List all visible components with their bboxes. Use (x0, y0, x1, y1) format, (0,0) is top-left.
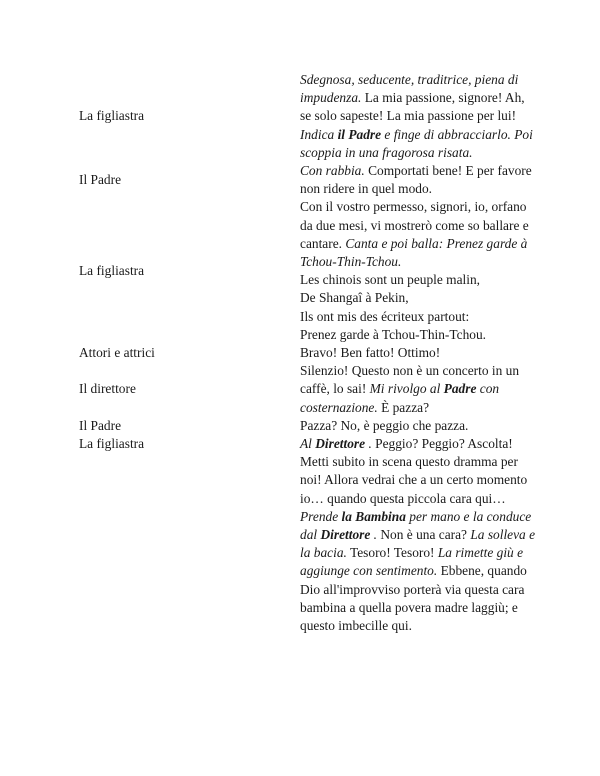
text-segment: La solleva e la bacia. (300, 527, 536, 561)
text-segment: Al (300, 436, 316, 452)
speaker-name: La figliastra (79, 263, 145, 279)
text-segment: Peggio? Peggio? Ascolta! Metti subito in scena questo dramma per noi! Allora vedrai che a un certo momento io… quando questa piccola cara qui… (300, 436, 528, 506)
text-segment: Con rabbia. (300, 163, 365, 179)
dialogue-text (300, 435, 536, 635)
dialogue-row (79, 162, 549, 198)
text-segment: Non è una cara? (377, 527, 471, 543)
text-segment: Indica (300, 126, 338, 142)
text-segment: Mi rivolgo al (369, 381, 444, 397)
text-segment: per mano e la conduce dal (300, 508, 532, 543)
text-segment: Pazza? No, è peggio che pazza. (300, 417, 469, 433)
text-segment: Tesoro! Tesoro! (346, 545, 438, 561)
speaker-name: La figliastra (79, 108, 145, 124)
text-segment: È pazza? (377, 399, 430, 415)
dialogue-paragraph (300, 435, 536, 635)
text-segment: La rimette giù e aggiunge con sentimento. (300, 545, 524, 579)
text-segment: e finge di abbracciarlo. Poi scoppia in una fragorosa risata. (300, 126, 533, 160)
script-dialogue (79, 71, 549, 635)
speaker-name: Il Padre (79, 417, 122, 433)
dialogue-paragraph (300, 198, 536, 271)
song-verse: De Shangaî à Pekin, (300, 290, 409, 306)
song-verses (300, 271, 536, 344)
dialogue-text (300, 162, 536, 198)
dialogue-row (79, 71, 549, 162)
speaker-name: La figliastra (79, 436, 145, 452)
text-segment: Comportati bene! E per favore non ridere in quel modo. (300, 163, 532, 197)
song-verse: Prenez garde à Tchou-Thin-Tchou. (300, 326, 487, 342)
text-segment: la Bambina (341, 508, 406, 524)
speaker-name: Il direttore (79, 381, 136, 397)
dialogue-row (79, 435, 549, 635)
text-segment: il Padre (337, 126, 382, 142)
text-segment: Prende (300, 508, 342, 524)
text-segment: La mia passione, signore! Ah, se solo sapeste! La mia passione per lui! (300, 90, 525, 124)
text-segment: Direttore (315, 436, 366, 452)
song-verse: Les chinois sont un peuple malin, (300, 272, 481, 288)
dialogue-paragraph (300, 71, 536, 162)
text-segment: Canta e poi balla: Prenez garde à Tchou-Thin-Tchou. (300, 235, 528, 270)
dialogue-text (300, 71, 536, 162)
speaker-name: Il Padre (79, 172, 122, 188)
text-segment: Ebbene, quando Dio all'improvviso porterà via questa cara bambina a quella povera madre laggiù; e questo imbecille qui. (300, 563, 527, 634)
text-segment: . (370, 527, 378, 543)
dialogue-paragraph (300, 344, 536, 362)
text-segment: Silenzio! Questo non è un concerto in un caffè, lo sai! (300, 363, 520, 397)
dialogue-text (300, 344, 536, 362)
dialogue-text (300, 362, 536, 417)
dialogue-text (300, 198, 536, 344)
text-segment: con costernazione. (300, 381, 500, 415)
dialogue-row (79, 417, 549, 435)
text-segment: Padre (443, 381, 477, 397)
text-segment: . (365, 436, 372, 452)
song-verse: Ils ont mis des écriteux partout: (300, 308, 470, 324)
dialogue-row (79, 198, 549, 344)
dialogue-paragraph (300, 417, 536, 435)
text-segment: Direttore (320, 527, 371, 543)
dialogue-row (79, 344, 549, 362)
dialogue-paragraph (300, 362, 536, 417)
speaker-name: Attori e attrici (79, 345, 155, 361)
dialogue-paragraph (300, 162, 536, 198)
text-segment: Sdegnosa, seducente, traditrice, piena di impudenza. (300, 72, 519, 106)
dialogue-text (300, 417, 536, 435)
dialogue-row (79, 362, 549, 417)
text-segment: Con il vostro permesso, signori, io, orfano da due mesi, vi mostrerò come so ballare e cantare. (300, 199, 529, 251)
text-segment: Bravo! Ben fatto! Ottimo! (300, 345, 441, 361)
